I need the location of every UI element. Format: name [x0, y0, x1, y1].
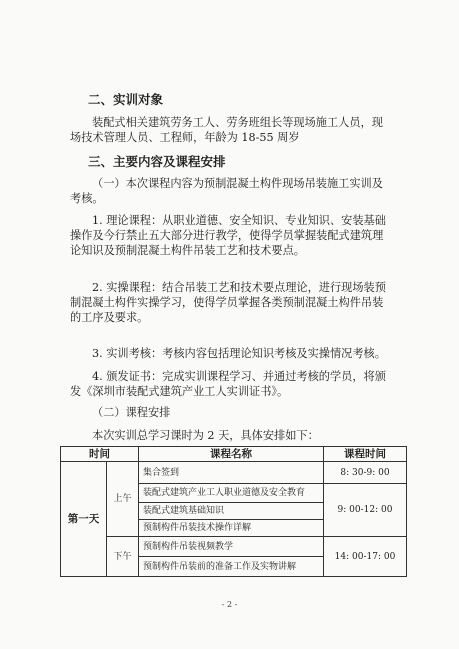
schedule-intro — [70, 428, 402, 443]
text-line: 本次实训总学习课时为 2 天，具体安排如下： — [92, 429, 319, 442]
item-4-certificate — [70, 369, 402, 399]
sub-section-2 — [70, 405, 402, 420]
text-line: 操作及今行禁止五大部分进行教学，使得学员掌握装配式建筑理 — [70, 229, 384, 242]
text-line: 论知识及预制混凝土构件吊装工艺和技术要点。 — [70, 244, 305, 257]
table-row — [61, 462, 407, 484]
course-cell: 装配式建筑产业工人职业道德及安全教育 — [139, 484, 324, 503]
text-line: 4. 颁发证书：完成实训课程学习、并通过考核的学员，将颁 — [92, 370, 386, 383]
text-line: 的工序及要求。 — [70, 311, 149, 324]
text-line: 考核。 — [70, 192, 104, 205]
text-line: 1. 理论课程：从职业道德、安全知识、专业知识、安装基础 — [92, 214, 386, 227]
time-cell: 14: 00-17: 00 — [324, 537, 407, 577]
text-line: 装配式相关建筑劳务工人、劳务班组长等现场施工人员，现 — [92, 116, 383, 129]
item-1-theory — [70, 213, 402, 258]
item-3-exam — [70, 346, 402, 361]
page-number: - 2 - — [221, 600, 238, 609]
header-time: 时间 — [61, 447, 139, 462]
text-line: 发《深圳市装配式建筑产业工人实训证书》。 — [70, 385, 289, 398]
time-cell: 9: 00-12: 00 — [324, 484, 407, 537]
schedule-table — [60, 446, 407, 577]
course-cell: 集合签到 — [139, 462, 324, 484]
section-3-intro — [70, 176, 402, 206]
text-line: （一）本次课程内容为预制混凝土构件现场吊装施工实训及 — [92, 177, 383, 190]
morning-cell: 上午 — [107, 462, 139, 537]
section-3-heading: 三、主要内容及课程安排 — [88, 154, 226, 169]
afternoon-cell: 下午 — [107, 537, 139, 577]
course-cell: 装配式建筑基础知识 — [139, 503, 324, 520]
item-2-practice — [70, 280, 402, 325]
course-cell: 预制构件吊装视频教学 — [139, 537, 324, 557]
text-line: 3. 实训考核：考核内容包括理论知识考核及实操情况考核。 — [92, 347, 386, 360]
header-course-name: 课程名称 — [139, 447, 324, 462]
course-cell: 预制构件吊装前的准备工作及实物讲解 — [139, 557, 324, 577]
section-2-body — [70, 115, 402, 145]
table-header-row — [61, 447, 407, 462]
text-line: （二）课程安排 — [92, 406, 171, 419]
day-cell: 第一天 — [61, 462, 107, 577]
text-line: 场技术管理人员、工程师，年龄为 18-55 周岁 — [70, 131, 300, 144]
course-cell: 预制构件吊装技术操作详解 — [139, 520, 324, 537]
time-cell: 8: 30-9: 00 — [324, 462, 407, 484]
text-line: 制混凝土构件实操学习，使得学员掌握各类预制混凝土构件吊装 — [70, 296, 384, 309]
header-course-time: 课程时间 — [324, 447, 407, 462]
section-2-heading: 二、实训对象 — [88, 92, 164, 107]
text-line: 2. 实操课程：结合吊装工艺和技术要点理论，进行现场装预 — [92, 281, 386, 294]
table-row — [61, 537, 407, 557]
